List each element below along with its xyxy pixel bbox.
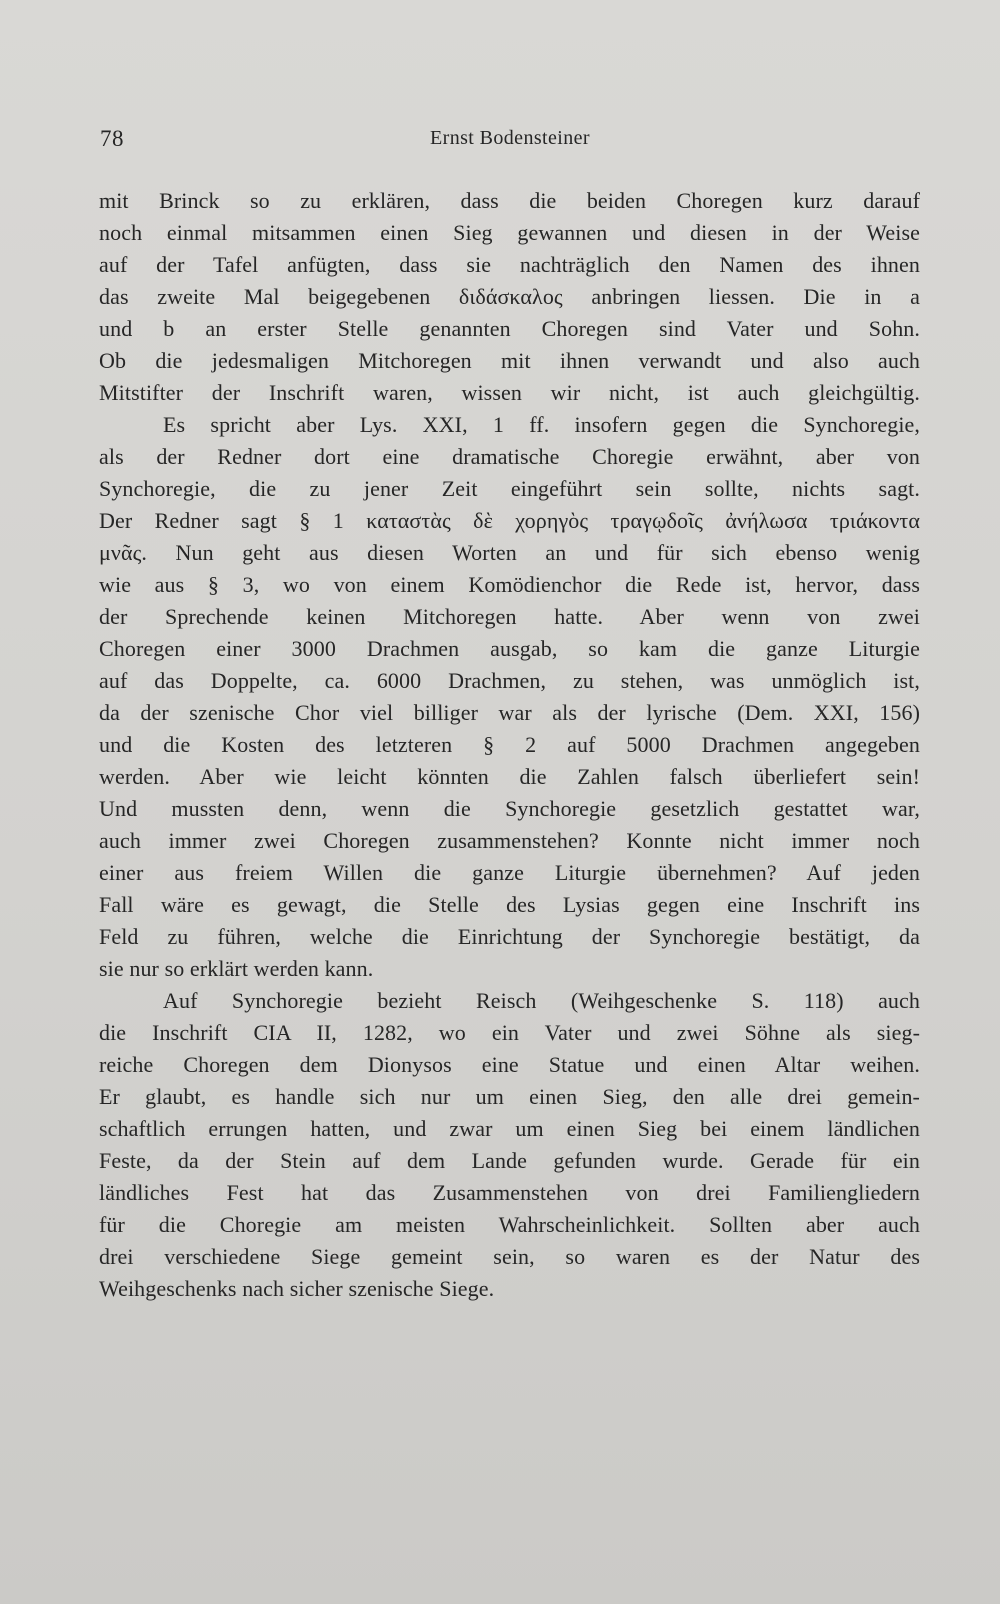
text-line: Choregen einer 3000 Drachmen ausgab, so kam die ganze Liturgie bbox=[99, 636, 920, 661]
text-line: und b an erster Stelle genannten Choregen sind Vater und Sohn. bbox=[99, 316, 920, 341]
text-line: Feld zu führen, welche die Einrichtung der Synchoregie bestätigt, da bbox=[99, 924, 920, 949]
text-line: der Sprechende keinen Mitchoregen hatte. Aber wenn von zwei bbox=[99, 604, 920, 629]
text-line: sie nur so erklärt werden kann. bbox=[99, 956, 374, 981]
text-line: Auf Synchoregie bezieht Reisch (Weihgeschenke S. 118) auch bbox=[163, 988, 920, 1013]
text-line: Synchoregie, die zu jener Zeit eingeführt sein sollte, nichts sagt. bbox=[99, 476, 920, 501]
text-line: ländliches Fest hat das Zusammenstehen von drei Familiengliedern bbox=[99, 1180, 920, 1205]
text-line: wie aus § 3, wo von einem Komödienchor die Rede ist, hervor, dass bbox=[99, 572, 920, 597]
text-line: μνᾶς. Nun geht aus diesen Worten an und für sich ebenso wenig bbox=[99, 540, 920, 565]
text-line: mit Brinck so zu erklären, dass die beiden Choregen kurz darauf bbox=[99, 188, 920, 213]
text-line: reiche Choregen dem Dionysos eine Statue und einen Altar weihen. bbox=[99, 1052, 920, 1077]
text-line: werden. Aber wie leicht könnten die Zahlen falsch überliefert sein! bbox=[99, 764, 920, 789]
page-number: 78 bbox=[100, 126, 124, 151]
text-line: Ob die jedesmaligen Mitchoregen mit ihnen verwandt und also auch bbox=[99, 348, 920, 373]
text-line: auch immer zwei Choregen zusammenstehen? Konnte nicht immer noch bbox=[99, 828, 920, 853]
running-head: Ernst Bodensteiner bbox=[430, 127, 590, 149]
text-line: Fall wäre es gewagt, die Stelle des Lysias gegen eine Inschrift ins bbox=[99, 892, 920, 917]
text-line: auf der Tafel anfügten, dass sie nachträglich den Namen des ihnen bbox=[99, 252, 920, 277]
text-line: da der szenische Chor viel billiger war als der lyrische (Dem. XXI, 156) bbox=[99, 700, 920, 725]
text-line: schaftlich errungen hatten, und zwar um einen Sieg bei einem ländlichen bbox=[99, 1116, 920, 1141]
text-line: und die Kosten des letzteren § 2 auf 5000 Drachmen angegeben bbox=[99, 732, 920, 757]
text-line: für die Choregie am meisten Wahrscheinlichkeit. Sollten aber auch bbox=[99, 1212, 920, 1237]
page-header bbox=[100, 126, 920, 156]
text-line: Er glaubt, es handle sich nur um einen Sieg, den alle drei gemein- bbox=[99, 1084, 920, 1109]
text-line: Und mussten denn, wenn die Synchoregie gesetzlich gestattet war, bbox=[99, 796, 920, 821]
text-line: Weihgeschenks nach sicher szenische Siege. bbox=[99, 1276, 495, 1301]
body-text bbox=[99, 185, 920, 1305]
text-line: auf das Doppelte, ca. 6000 Drachmen, zu stehen, was unmöglich ist, bbox=[99, 668, 920, 693]
text-line: einer aus freiem Willen die ganze Liturgie übernehmen? Auf jeden bbox=[99, 860, 920, 885]
text-line: noch einmal mitsammen einen Sieg gewannen und diesen in der Weise bbox=[99, 220, 920, 245]
text-line: das zweite Mal beigegebenen διδάσκαλος anbringen liessen. Die in a bbox=[99, 284, 920, 309]
text-line: als der Redner dort eine dramatische Choregie erwähnt, aber von bbox=[99, 444, 920, 469]
text-line: die Inschrift CIA II, 1282, wo ein Vater und zwei Söhne als sieg- bbox=[99, 1020, 920, 1045]
text-line: Der Redner sagt § 1 καταστὰς δὲ χορηγὸς τραγῳδοῖς ἀνήλωσα τριάκοντα bbox=[99, 508, 920, 533]
text-line: Mitstifter der Inschrift waren, wissen wir nicht, ist auch gleichgültig. bbox=[99, 380, 920, 405]
text-line: Es spricht aber Lys. XXI, 1 ff. insofern gegen die Synchoregie, bbox=[163, 412, 920, 437]
text-line: drei verschiedene Siege gemeint sein, so waren es der Natur des bbox=[99, 1244, 920, 1269]
text-line: Feste, da der Stein auf dem Lande gefunden wurde. Gerade für ein bbox=[99, 1148, 920, 1173]
